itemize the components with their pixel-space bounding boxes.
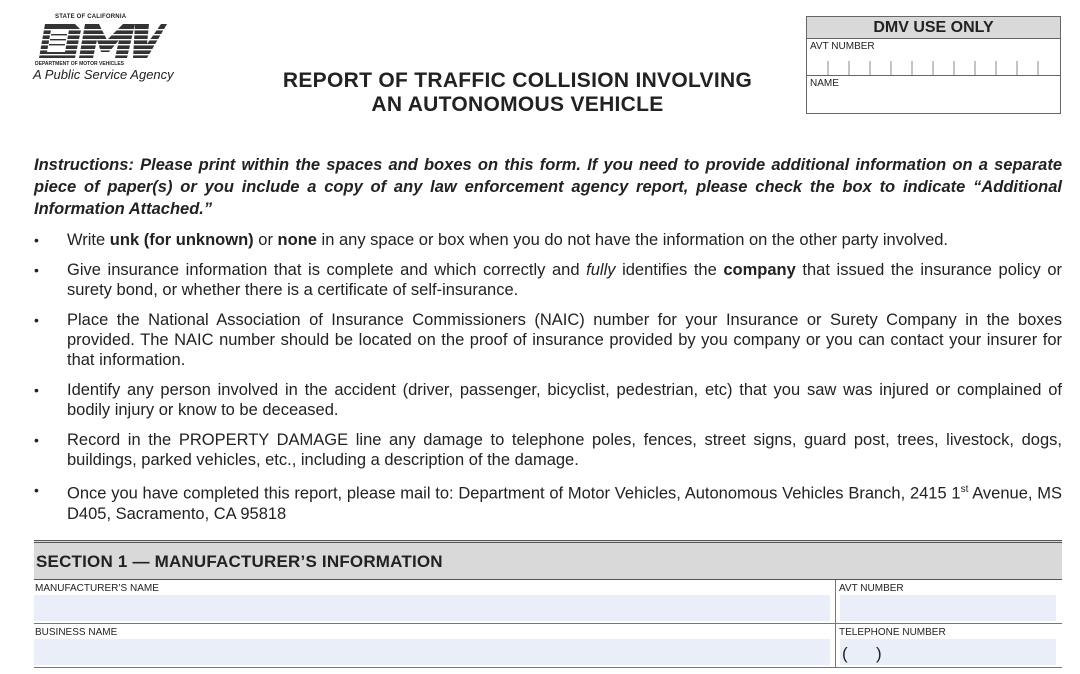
bullet-text: Once you have completed this report, please mail to: Department of Motor Vehicles, Autonomous Vehicles Branch, 2415 1	[67, 484, 961, 503]
section-1-manufacturer	[34, 540, 1062, 668]
logo-state-text: STATE OF CALIFORNIA	[55, 14, 127, 20]
bullet-icon: •	[34, 312, 39, 328]
bullet-text: or	[253, 231, 278, 249]
bullet-text: Record in the PROPERTY DAMAGE line any damage to telephone poles, fences, street signs, guard post, trees, livestock, dogs, buildings, parked vehicles, etc., including a description of the damage.	[67, 431, 1062, 469]
instructions-paragraph: Instructions: Please print within the spaces and boxes on this form. If you need to provide additional information on a separate piece of paper(s) or you include a copy of any law enforcement agency report, please check the box to indicate “Additional Information Attached.”	[34, 156, 1062, 218]
form-title-line2: AN AUTONOMOUS VEHICLE	[371, 93, 664, 116]
business-name-input[interactable]	[34, 639, 830, 665]
bullet-icon: •	[34, 382, 39, 398]
manufacturer-name-input[interactable]	[34, 595, 830, 621]
telephone-number-field	[835, 624, 1062, 667]
bullet-bold-text: unk (for unknown)	[109, 231, 254, 249]
bullet-icon: •	[34, 482, 39, 498]
dmv-name-field[interactable]	[807, 76, 1060, 115]
business-name-label: BUSINESS NAME	[35, 627, 118, 638]
bullet-text: Write	[67, 231, 110, 249]
bullet-text: Place the National Association of Insurance Commissioners (NAIC) number for your Insurance or Surety Company in the boxes provided. The NAIC number should be located on the proof of insurance provided by you company or you can contact your insurer for that information.	[67, 311, 1062, 369]
bullet-superscript: st	[960, 484, 969, 495]
form-title	[245, 69, 790, 117]
bullet-text: that issued the insurance policy or surety bond, or whether there is a certificate of self-insurance.	[67, 261, 1063, 299]
form-row	[34, 624, 1062, 668]
bullet-text: Give insurance information that is complete and which correctly and	[67, 261, 587, 279]
dmv-avt-number-label: AVT NUMBER	[810, 41, 875, 52]
bullet-bold-text: company	[723, 261, 796, 279]
dmv-avt-number-field[interactable]	[807, 39, 1060, 76]
dmv-logo-icon	[35, 22, 167, 60]
bullet-text: identifies the	[615, 261, 724, 279]
section-1-heading: SECTION 1 — MANUFACTURER’S INFORMATION	[34, 540, 1062, 580]
instruction-bullets	[34, 230, 1062, 524]
telephone-number-label: TELEPHONE NUMBER	[839, 627, 946, 638]
agency-tagline: A Public Service Agency	[33, 67, 174, 82]
dmv-logo	[33, 12, 193, 84]
dmv-use-only-heading: DMV USE ONLY	[807, 17, 1060, 39]
bullet-naic	[34, 310, 1062, 370]
bullet-italic-text: fully	[586, 261, 616, 279]
bullet-injured-persons	[34, 380, 1062, 420]
avt-digit-boxes	[807, 59, 1060, 75]
avt-number-input[interactable]	[840, 595, 1056, 621]
dmv-name-label: NAME	[810, 78, 839, 89]
dmv-use-only-box	[806, 16, 1061, 114]
business-name-field	[34, 624, 834, 667]
manufacturer-name-label: MANUFACTURER’S NAME	[35, 583, 159, 594]
bullet-icon: •	[34, 232, 39, 248]
bullet-bold-text: none	[277, 231, 317, 249]
bullet-insurance	[34, 260, 1062, 300]
form-title-line1: REPORT OF TRAFFIC COLLISION INVOLVING	[282, 69, 753, 92]
logo-department-text: DEPARTMENT OF MOTOR VEHICLES	[35, 61, 124, 67]
avt-number-label: AVT NUMBER	[839, 583, 904, 594]
bullet-text: Identify any person involved in the accident (driver, passenger, bicyclist, pedestrian, etc) that you saw was injured or complained of bodily injury or know to be deceased.	[67, 381, 1062, 419]
bullet-icon: •	[34, 432, 39, 448]
bullet-unknown	[34, 230, 1062, 250]
bullet-icon: •	[34, 262, 39, 278]
telephone-area-code-mask: ( )	[842, 644, 882, 663]
avt-number-field	[835, 580, 1062, 623]
form-row	[34, 580, 1062, 624]
bullet-text: Avenue, MS D405, Sacramento, CA 95818	[67, 484, 1062, 523]
manufacturer-name-field	[34, 580, 834, 623]
bullet-text: in any space or box when you do not have the information on the other party involved.	[316, 231, 949, 249]
bullet-property-damage	[34, 430, 1062, 470]
bullet-mailing-address	[34, 480, 1062, 524]
